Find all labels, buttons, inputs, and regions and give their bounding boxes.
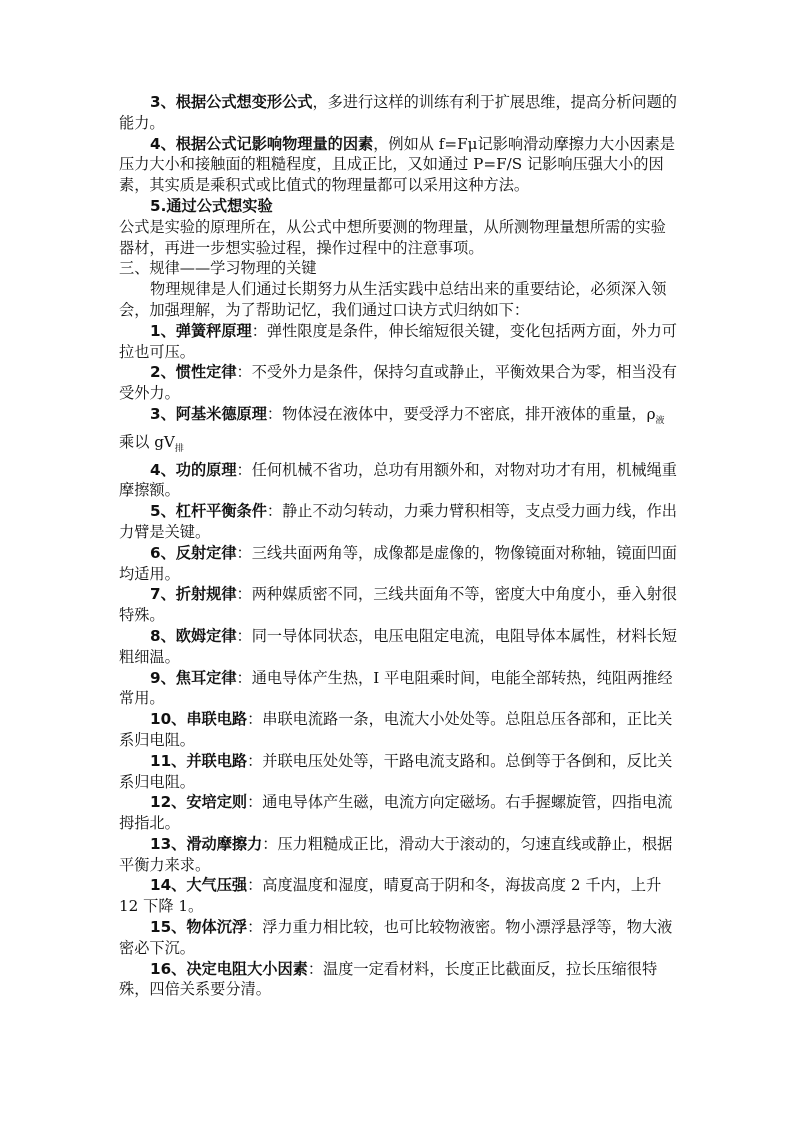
section-intro: 物理规律是人们通过长期努力从生活实践中总结出来的重要结论，必须深入领会，加强理解，为了帮助记忆，我们通过口诀方式归纳如下： [119,280,667,319]
law-item: 2、惯性定律：不受外力是条件，保持匀直或静止，平衡效果合为零，相当没有受外力。 [119,363,677,403]
law-item: 10、串联电路：串联电流路一条，电流大小处处等。总阻总压各部和，正比关系归电阻。 [119,710,673,749]
item4-text: ，例如从 f=Fμ记影响滑动摩擦力大小因素是压力大小和接触面的粗糙程度，且成正比，又如通过 P=F/S 记影响压强大小的因素，其实质是乘积式或比值式的物理量都可以采用这种方法。 [119,134,675,195]
law-item: 5、杠杆平衡条件：静止不动匀转动，力乘力臂积相等，支点受力画力线，作出力臂是关键。 [119,502,677,541]
law-item: 7、折射规律：两种媒质密不同，三线共面角不等，密度大中角度小，垂入射很特殊。 [119,585,677,625]
law-item: 8、欧姆定律：同一导体同状态，电压电阻定电流，电阻导体本属性，材料长短粗细温。 [119,626,677,666]
law-item: 16、决定电阻大小因素：温度一定看材料，长度正比截面反，拉长压缩很特殊，四倍关系要分清。 [119,959,658,999]
paragraph-item5-text: 公式是实验的原理所在，从公式中想所要测的物理量，从所测物理量想所需的实验器材，再进一步想实验过程，操作过程中的注意事项。 [119,217,666,257]
item4-title: 4、根据公式记影响物理量的因素 [150,134,374,153]
law-item: 14、大气压强：高度温度和湿度，晴夏高于阴和冬，海拔高度 2 千内，上升 12 下降 1。 [119,876,662,916]
item5-title: 5.通过公式想实验 [150,196,273,215]
section-heading: 三、规律——学习物理的关键 [119,259,317,278]
paragraph-item5-title [119,196,679,217]
law-item: 15、物体沉浮：浮力重力相比较，也可比较物液密。物小漂浮悬浮等，物大液密必下沉。 [119,918,673,957]
law-item: 6、反射定律：三线共面两角等，成像都是虚像的，物像镜面对称轴，镜面凹面均适用。 [119,543,677,583]
law-item: 9、焦耳定律：通电导体产生热，I 平电阻乘时间，电能全部转热，纯阻两推经常用。 [119,668,673,708]
law-item: 12、安培定则：通电导体产生磁，电流方向定磁场。右手握螺旋管，四指电流拇指北。 [119,793,673,833]
law-item: 11、并联电路：并联电压处处等，干路电流支路和。总倒等于各倒和，反比关系归电阻。 [119,751,673,791]
paragraph-item4 [119,134,679,196]
law-item: 4、功的原理：任何机械不省功，总功有用额外和，对物对功才有用，机械绳重摩擦额。 [119,460,677,500]
law-item: 3、阿基米德原理：物体浸在液体中，要受浮力不密底，排开液体的重量，$\rho_液$乘以 $gV_排$ [119,404,665,454]
law-item: 1、弹簧秤原理：弹性限度是条件，伸长缩短很关键，变化包括两方面，外力可拉也可压。 [119,321,677,361]
item3-title: 3、根据公式想变形公式 [150,93,313,111]
law-item: 13、滑动摩擦力：压力粗糙成正比，滑动大于滚动的，匀速直线或静止，根据平衡力来求。 [119,834,673,874]
item3-text: ，多进行这样的训练有利于扩展思维，提高分析问题的能力。 [119,93,677,132]
paragraph-item3 [119,92,679,134]
document-page [119,92,679,1000]
